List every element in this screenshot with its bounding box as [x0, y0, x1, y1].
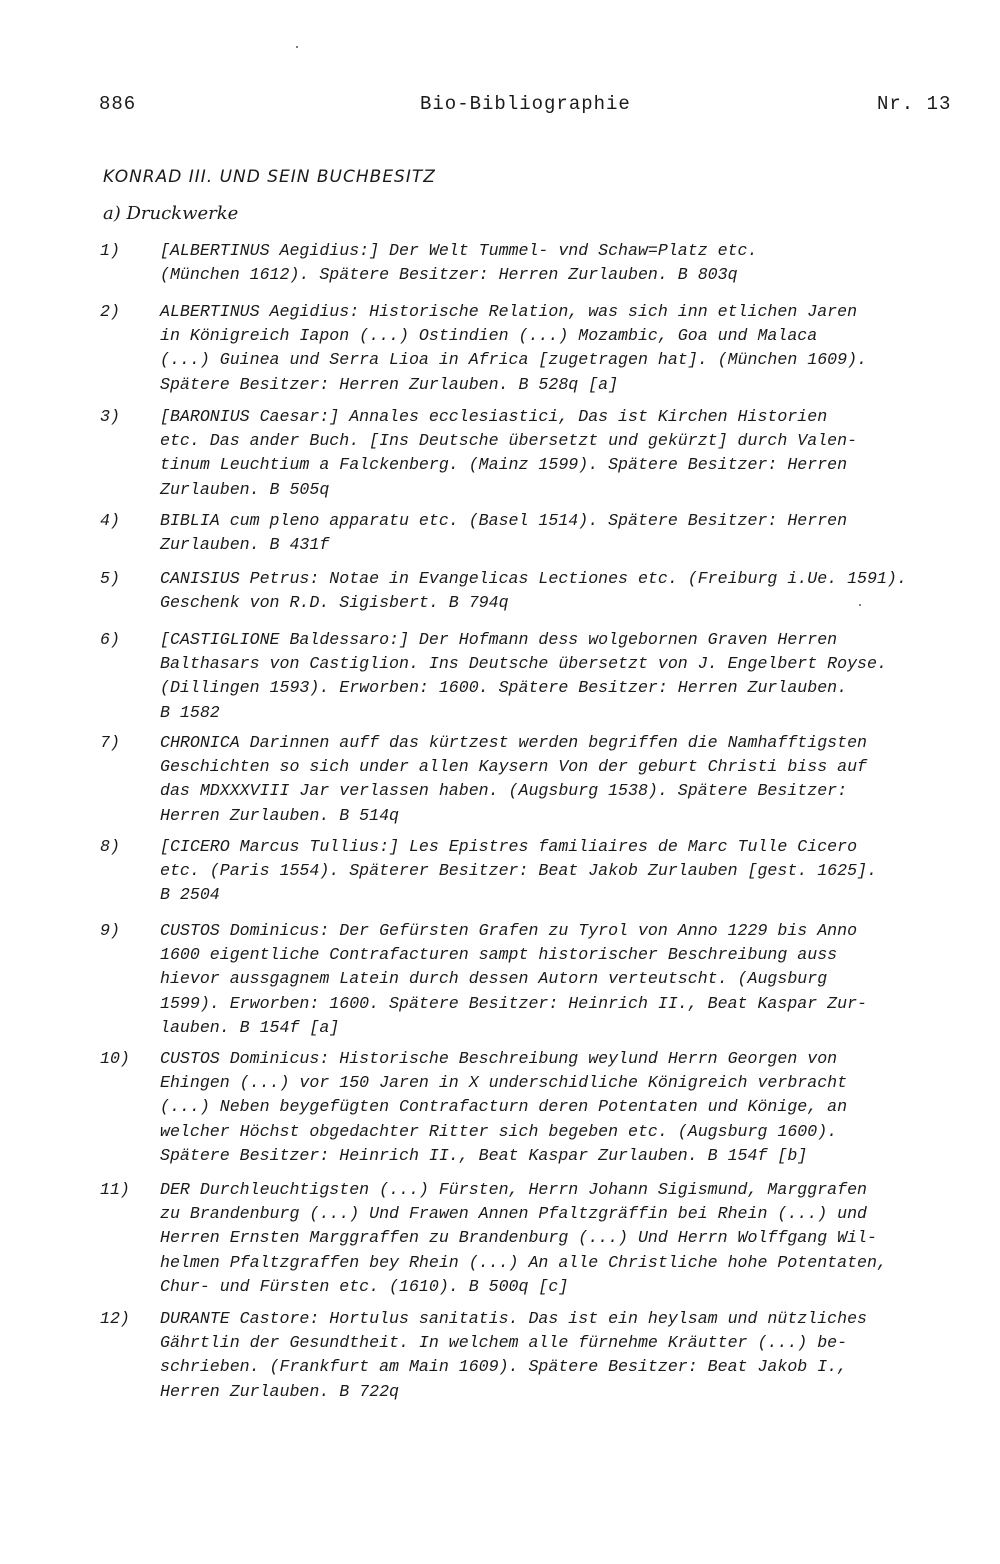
- entry-line: Gährtlin der Gesundtheit. In welchem alle fürnehme Kräutter (...) be-: [160, 1333, 848, 1353]
- entry-line: CUSTOS Dominicus: Der Gefürsten Grafen zu Tyrol von Anno 1229 bis Anno: [160, 921, 858, 940]
- entry-line: BIBLIA cum pleno apparatu etc. (Basel 1514). Spätere Besitzer: Herren: [160, 511, 848, 530]
- entry-line: das MDXXXVIII Jar verlassen haben. (Augsburg 1538). Spätere Besitzer:: [160, 781, 848, 801]
- entry-line: lauben. B 154f [a]: [160, 1017, 340, 1037]
- entry-line: Spätere Besitzer: Herren Zurlauben. B 528q [a]: [160, 374, 619, 394]
- entry-number: 12): [100, 1309, 130, 1328]
- entry-text: [160, 1047, 847, 1168]
- scan-speck: [859, 604, 861, 606]
- entry-line: CUSTOS Dominicus: Historische Beschreibung weylund Herrn Georgen von: [160, 1049, 838, 1068]
- entry-line: ALBERTINUS Aegidius: Historische Relation, was sich inn etlichen Jaren: [160, 302, 858, 321]
- entry-line: [CICERO Marcus Tullius:] Les Epistres familiaires de Marc Tulle Cicero: [160, 837, 858, 856]
- entry-number: 2): [100, 302, 120, 321]
- entry-line: Geschenk von R.D. Sigisbert. B 794q: [160, 593, 509, 613]
- entry-line: Chur- und Fürsten etc. (1610). B 500q [c]: [160, 1276, 569, 1296]
- entry-line: DER Durchleuchtigsten (...) Fürsten, Herrn Johann Sigismund, Marggrafen: [160, 1180, 868, 1199]
- entry-line: welcher Höchst obgedachter Ritter sich begeben etc. (Augsburg 1600).: [160, 1121, 838, 1141]
- scan-speck: [296, 46, 298, 48]
- entry-line: [BARONIUS Caesar:] Annales ecclesiastici, Das ist Kirchen Historien: [160, 407, 828, 426]
- entry-line: (...) Neben beygefügten Contrafacturn deren Potentaten und Könige, an: [160, 1097, 848, 1117]
- entry-line: B 1582: [160, 702, 220, 722]
- issue-number: Nr. 13: [877, 93, 952, 115]
- entry-line: helmen Pfaltzgraffen bey Rhein (...) An alle Christliche hohe Potentaten,: [160, 1252, 887, 1272]
- entry-line: Herren Zurlauben. B 514q: [160, 805, 399, 825]
- entry-line: Geschichten so sich under allen Kaysern Von der geburt Christi biss auf: [160, 757, 868, 777]
- entry-text: [160, 919, 867, 1040]
- entry-text: [160, 405, 857, 502]
- entry-text: [160, 300, 867, 397]
- entry-line: etc. Das ander Buch. [Ins Deutsche übersetzt und gekürzt] durch Valen-: [160, 431, 858, 451]
- entry-line: tinum Leuchtium a Falckenberg. (Mainz 1599). Spätere Besitzer: Herren: [160, 455, 848, 475]
- entry-line: Zurlauben. B 431f: [160, 535, 330, 555]
- entry-line: Zurlauben. B 505q: [160, 479, 330, 499]
- entry-text: [160, 731, 867, 828]
- entry-line: (...) Guinea und Serra Lioa in Africa [zugetragen hat]. (München 1609).: [160, 350, 868, 370]
- entry-line: CHRONICA Darinnen auff das kürtzest werden begriffen die Namhafftigsten: [160, 733, 868, 752]
- entry-number: 9): [100, 921, 120, 940]
- entry-number: 6): [100, 630, 120, 649]
- entry-text: [160, 1307, 867, 1404]
- entry-number: 3): [100, 407, 120, 426]
- entry-text: [160, 628, 887, 725]
- entry-text: [160, 835, 877, 908]
- running-title: Bio-Bibliographie: [420, 93, 631, 115]
- entry-line: hievor aussgagnem Latein durch dessen Autorn verteutscht. (Augsburg: [160, 969, 828, 989]
- entry-line: CANISIUS Petrus: Notae in Evangelicas Lectiones etc. (Freiburg i.Ue. 1591).: [160, 569, 907, 588]
- entry-line: Balthasars von Castiglion. Ins Deutsche übersetzt von J. Engelbert Royse.: [160, 654, 887, 674]
- entry-line: Ehingen (...) vor 150 Jaren in X underschidliche Königreich verbracht: [160, 1073, 848, 1093]
- entry-text: [160, 509, 847, 557]
- section-title: KONRAD III. UND SEIN BUCHBESITZ: [103, 167, 436, 187]
- entry-line: etc. (Paris 1554). Späterer Besitzer: Beat Jakob Zurlauben [gest. 1625].: [160, 861, 877, 881]
- entry-text: [160, 239, 757, 287]
- entry-line: schrieben. (Frankfurt am Main 1609). Spätere Besitzer: Beat Jakob I.,: [160, 1357, 848, 1377]
- entry-number: 10): [100, 1049, 130, 1068]
- subsection-heading: a) Druckwerke: [103, 203, 239, 224]
- entry-line: Spätere Besitzer: Heinrich II., Beat Kaspar Zurlauben. B 154f [b]: [160, 1145, 808, 1165]
- entry-line: (Dillingen 1593). Erworben: 1600. Spätere Besitzer: Herren Zurlauben.: [160, 678, 848, 698]
- entry-line: (München 1612). Spätere Besitzer: Herren Zurlauben. B 803q: [160, 265, 738, 285]
- page-number: 886: [99, 93, 137, 115]
- entry-line: 1599). Erworben: 1600. Spätere Besitzer: Heinrich II., Beat Kaspar Zur-: [160, 993, 868, 1013]
- entry-number: 11): [100, 1180, 130, 1199]
- entry-line: [ALBERTINUS Aegidius:] Der Welt Tummel- vnd Schaw=Platz etc.: [160, 241, 758, 260]
- entry-line: in Königreich Iapon (...) Ostindien (...) Mozambic, Goa und Malaca: [160, 326, 818, 346]
- entry-line: DURANTE Castore: Hortulus sanitatis. Das ist ein heylsam und nützliches: [160, 1309, 868, 1328]
- entry-line: zu Brandenburg (...) Und Frawen Annen Pfaltzgräffin bei Rhein (...) und: [160, 1204, 868, 1224]
- entry-number: 1): [100, 241, 120, 260]
- entry-line: Herren Ernsten Marggraffen zu Brandenburg (...) Und Herrn Wolffgang Wil-: [160, 1228, 877, 1248]
- entry-text: [160, 567, 907, 615]
- entry-number: 4): [100, 511, 120, 530]
- entry-line: [CASTIGLIONE Baldessaro:] Der Hofmann dess wolgebornen Graven Herren: [160, 630, 838, 649]
- entry-number: 5): [100, 569, 120, 588]
- entry-number: 7): [100, 733, 120, 752]
- entry-line: 1600 eigentliche Contrafacturen sampt historischer Beschreibung auss: [160, 945, 838, 965]
- entry-text: [160, 1178, 887, 1299]
- entry-line: Herren Zurlauben. B 722q: [160, 1381, 399, 1401]
- entry-line: B 2504: [160, 885, 220, 905]
- entry-number: 8): [100, 837, 120, 856]
